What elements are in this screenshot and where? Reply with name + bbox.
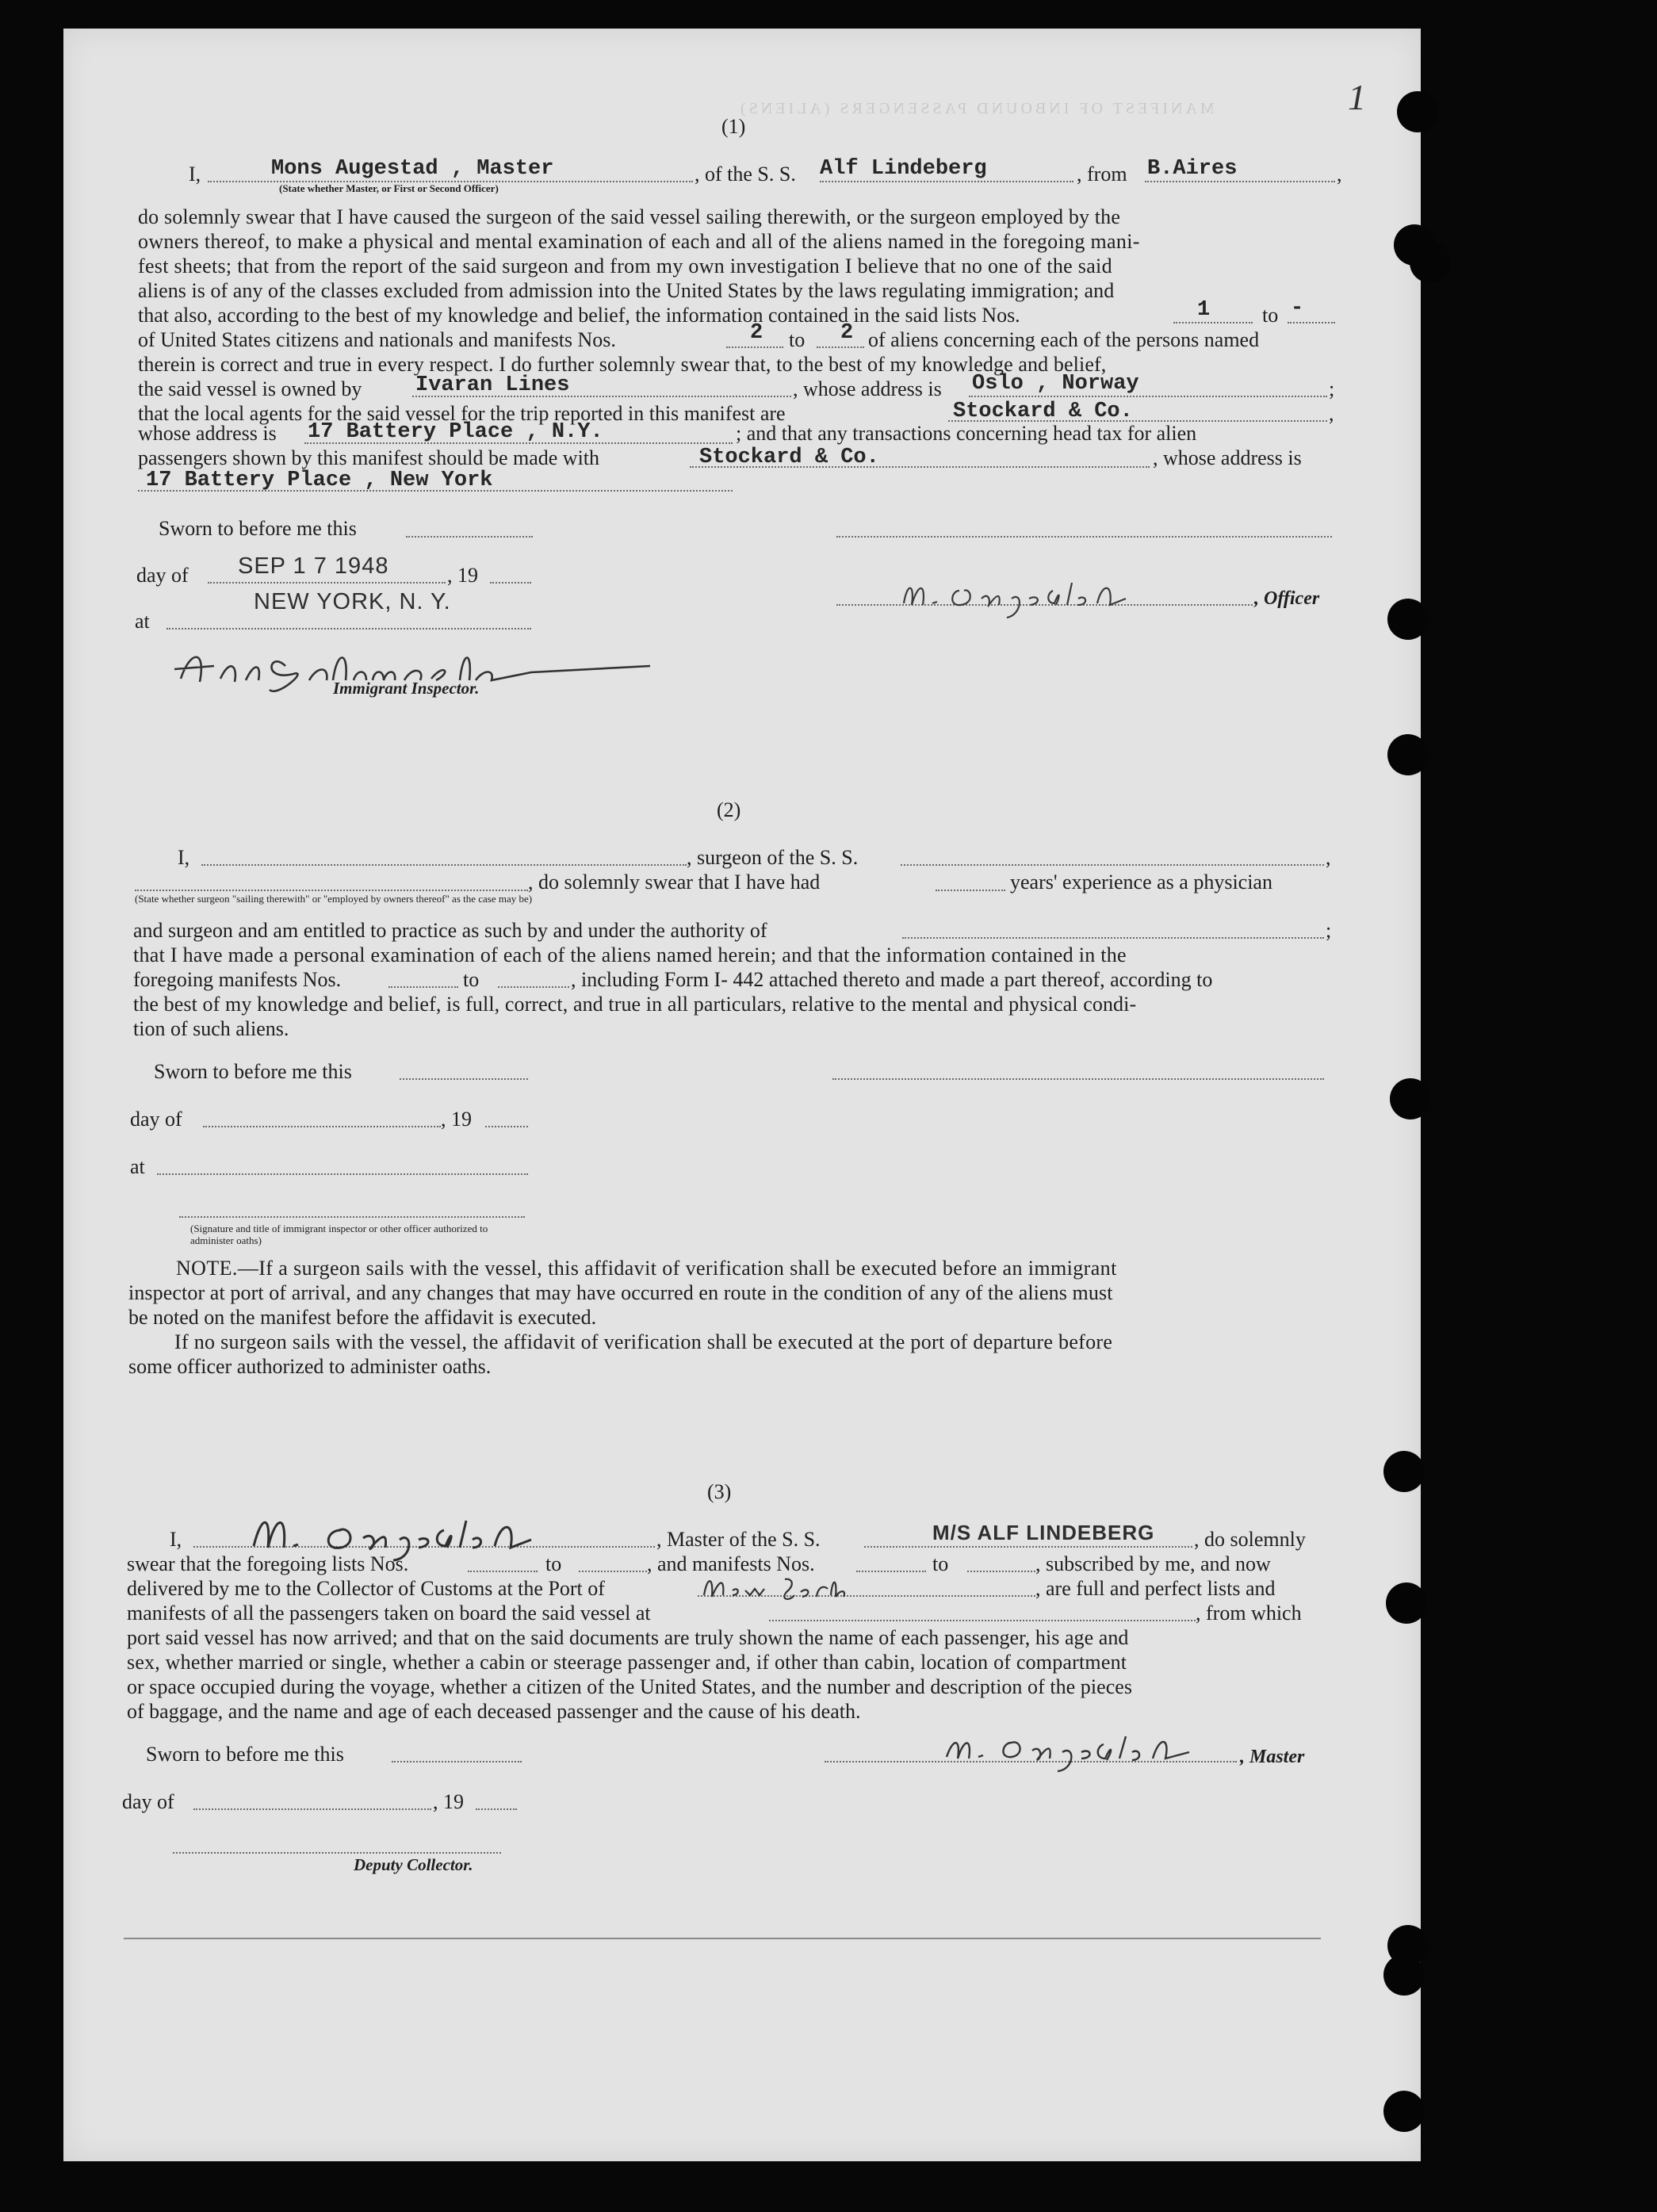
s1-line-5: aliens is of any of the classes excluded from admission into the United States by the laws regulating immigration; and <box>138 279 1115 302</box>
citizen-list-from: 1 <box>1197 298 1211 322</box>
vessel-stamp: M/S ALF LINDEBERG <box>932 1521 1155 1544</box>
punch-hole <box>1410 242 1451 283</box>
section-number-2: (2) <box>717 798 741 821</box>
local-agent-field: Stockard & Co. <box>953 400 1133 423</box>
alien-manifest-from: 2 <box>750 321 763 345</box>
master-signature-2 <box>936 1719 1221 1774</box>
bottom-rule <box>124 1938 1321 1939</box>
officer-signature <box>888 559 1173 622</box>
punch-hole <box>1387 734 1429 775</box>
punch-hole <box>1390 1078 1431 1119</box>
punch-hole <box>1383 1451 1425 1492</box>
signature-hint: (Signature and title of immigrant inspector or other officer authorized to administer oaths) <box>190 1223 488 1246</box>
s1-of-ss: , of the S. S. <box>695 163 796 186</box>
head-tax-agent-address: 17 Battery Place , New York <box>146 469 493 492</box>
date-stamp: SEP 1 7 1948 <box>238 553 389 579</box>
s1-line-2: do solemnly swear that I have caused the surgeon of the said vessel sailing therewith, or the surgeon employed by the <box>138 205 1121 228</box>
bleed-through-text: MANIFEST OF INBOUND PASSENGERS (ALIENS) <box>737 100 1215 117</box>
s1-from: , from <box>1077 163 1127 186</box>
officer-title: , Officer <box>1254 588 1320 609</box>
s1-line-4: fest sheets; that from the report of the said surgeon and from my own investigation I believe that no one of the said <box>138 254 1112 277</box>
agent-address-field: 17 Battery Place , N.Y. <box>308 420 603 444</box>
head-tax-agent-field: Stockard & Co. <box>699 446 879 469</box>
alien-manifest-to: 2 <box>840 321 854 345</box>
punch-hole <box>1397 91 1438 132</box>
vessel-name-field: Alf Lindeberg <box>820 157 987 181</box>
s1-line-3: owners thereof, to make a physical and mental examination of each and all of the aliens named in the foregoing mani- <box>138 230 1140 253</box>
departure-port-field: B.Aires <box>1147 157 1238 181</box>
s1-line-7: of United States citizens and nationals and manifests Nos. <box>138 328 616 351</box>
punch-hole <box>1383 2091 1425 2132</box>
section-number-3: (3) <box>707 1480 732 1503</box>
collector-title: Deputy Collector. <box>354 1855 473 1874</box>
surgeon-state-hint: (State whether surgeon "sailing therewith" or "employed by owners thereof" as the case may be) <box>135 893 533 905</box>
master-state-hint: (State whether Master, or First or Second Officer) <box>279 182 499 194</box>
vessel-owner-field: Ivaran Lines <box>415 373 570 397</box>
punch-hole <box>1383 1954 1425 1996</box>
citizen-list-to: - <box>1291 297 1304 320</box>
punch-hole <box>1387 599 1429 640</box>
place-stamp: NEW YORK, N. Y. <box>254 589 451 614</box>
owner-address-field: Oslo , Norway <box>972 372 1139 396</box>
inspector-title: Immigrant Inspector. <box>333 679 480 698</box>
master-name-field: Mons Augestad , Master <box>271 157 554 181</box>
punch-hole <box>1386 1582 1427 1624</box>
section-number-1: (1) <box>721 115 746 138</box>
s1-line-8: therein is correct and true in every respect. I do further solemnly swear that, to the best of my knowledge and belief, <box>138 353 1107 376</box>
s1-line-6: that also, according to the best of my knowledge and belief, the information contained in the said lists Nos. <box>138 304 1020 327</box>
port-of-arrival-handwritten <box>698 1568 856 1608</box>
master-title: , Master <box>1240 1747 1305 1767</box>
s1-i: I, <box>189 163 201 186</box>
corner-page-mark: 1 <box>1348 77 1366 117</box>
